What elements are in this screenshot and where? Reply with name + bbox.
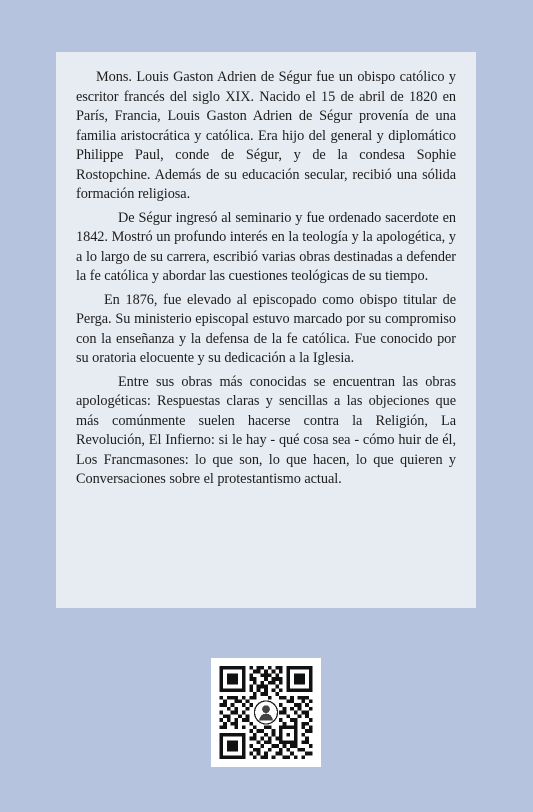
qr-code-icon <box>219 666 313 759</box>
biography-paragraph-2: De Ségur ingresó al seminario y fue ordenado sacerdote en 1842. Mostró un profundo interés en la teología y la apologética, y a lo largo de su carrera, escribió varias obras destinadas a defender la fe católica y abordar las cuestiones teológicas de su tiempo. <box>76 209 456 284</box>
biography-paragraph-1: Mons. Louis Gaston Adrien de Ségur fue un obispo católico y escritor francés del siglo XIX. Nacido el 15 de abril de 1820 en París, Francia, Louis Gaston Adrien de Ségur provenía de una familia aristocrática y católica. Era hijo del general y diplomático Philippe Paul, conde de Ségur, y de la condesa Sophie Rostopchine. Además de su educación secular, recibió una sólida formación religiosa. <box>76 69 456 202</box>
biography-paragraph-3: En 1876, fue elevado al episcopado como obispo titular de Perga. Su ministerio episcopal estuvo marcado por su compromiso con la enseñanza y la defensa de la fe católica. Fue conocido por su oratoria elocuente y su dedicación a la Iglesia. <box>76 291 456 366</box>
qr-code <box>211 658 321 767</box>
portrait-emblem-icon <box>253 699 279 725</box>
biography-paragraph-4: Entre sus obras más conocidas se encuentran las obras apologéticas: Respuestas claras y sencillas a las objeciones que más comúnmente suelen hacerse contra la Religión, La Revolución, El Infierno: si le hay - qué cosa sea - cómo huir de él, Los Francmasones: lo que son, lo que hacen, lo que quieren y Conversaciones sobre el protestantismo actual. <box>76 373 456 487</box>
back-cover-text-panel <box>56 52 476 608</box>
